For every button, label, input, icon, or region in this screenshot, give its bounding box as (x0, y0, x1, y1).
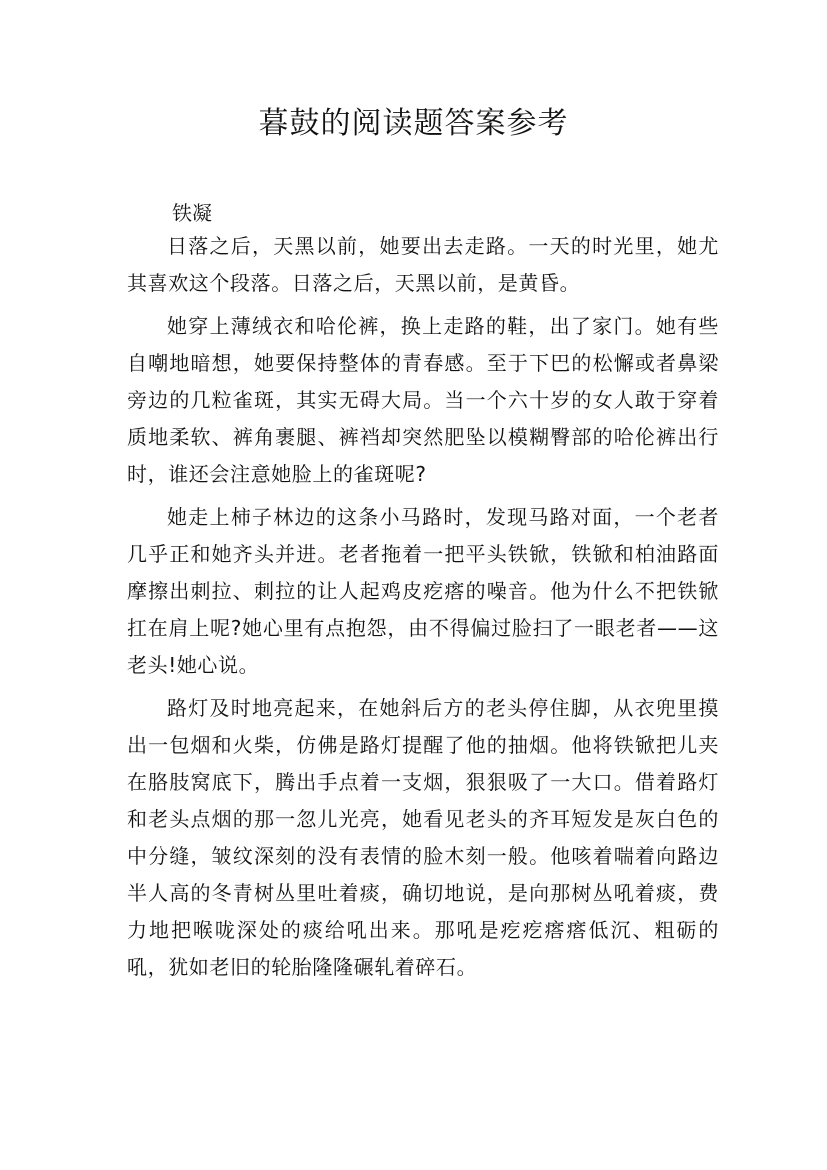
paragraph-4: 路灯及时地亮起来，在她斜后方的老头停住脚，从衣兜里摸出一包烟和火柴，仿佛是路灯提醒了他的抽烟。他将铁锨把儿夹在胳肢窝底下，腾出手点着一支烟，狠狠吸了一大口。借着路灯和老头点烟的那一忽儿光亮，她看见老头的齐耳短发是灰白色的中分缝，皱纹深刻的没有表情的脸木刻一般。他咳着喘着向路边半人高的冬青树丛里吐着痰，确切地说，是向那树丛吼着痰，费力地把喉咙深处的痰给吼出来。那吼是疙疙瘩瘩低沉、粗砺的吼，犹如老旧的轮胎隆隆碾轧着碎石。 (127, 696, 719, 979)
document-title: 暮鼓的阅读题答案参考 (258, 106, 569, 141)
article-body (127, 228, 719, 992)
paragraph-3: 她走上柿子林边的这条小马路时，发现马路对面，一个老者几乎正和她齐头并进。老者拖着一把平头铁锨，铁锨和柏油路面摩擦出刺拉、刺拉的让人起鸡皮疙瘩的噪音。他为什么不把铁锨扛在肩上呢?她心里有点抱怨，由不得偏过脸扫了一眼老者——这老头!她心说。 (127, 505, 719, 677)
paragraph-1: 日落之后，天黑以前，她要出去走路。一天的时光里，她尤其喜欢这个段落。日落之后，天黑以前，是黄昏。 (127, 234, 719, 295)
paragraph-2: 她穿上薄绒衣和哈伦裤，换上走路的鞋，出了家门。她有些自嘲地暗想，她要保持整体的青春感。至于下巴的松懈或者鼻梁旁边的几粒雀斑，其实无碍大局。当一个六十岁的女人敢于穿着质地柔软、裤角裹腿、裤裆却突然肥坠以模糊臀部的哈伦裤出行时，谁还会注意她脸上的雀斑呢? (127, 314, 719, 486)
author-name: 铁凝 (172, 201, 212, 225)
